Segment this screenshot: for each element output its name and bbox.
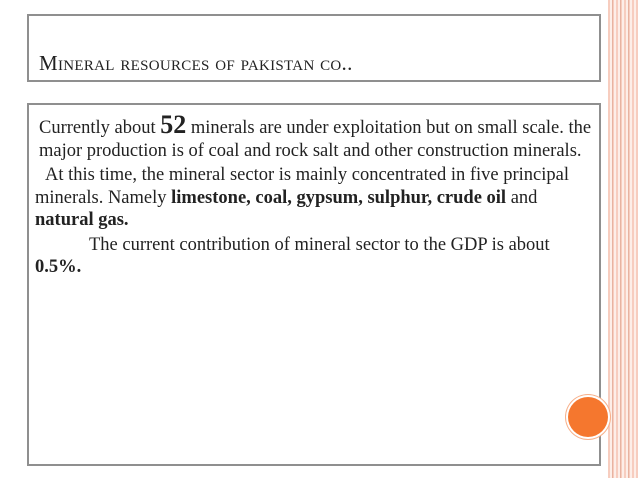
- paragraph-3-text: The current contribution of mineral sector to the GDP is about: [89, 234, 550, 255]
- content-box: [27, 103, 601, 466]
- stripe-line: [620, 0, 621, 478]
- title-box: [27, 14, 601, 82]
- slide-body: [35, 110, 595, 281]
- paragraph-2: [35, 164, 595, 232]
- decorative-stripes: [608, 0, 638, 478]
- stripe-line: [612, 0, 613, 478]
- paragraph-2-connector: and: [506, 187, 538, 208]
- paragraph-1-text: Currently about: [39, 118, 161, 138]
- principal-minerals: limestone, coal, gypsum, sulphur, crude oil: [171, 187, 507, 208]
- paragraph-1-rest: minerals are under exploitation but on small scale. the major production is of coal and rock salt and other construction minerals.: [39, 118, 592, 161]
- slide-title: Mineral resources of pakistan co..: [39, 51, 353, 75]
- paragraph-1: [35, 110, 595, 162]
- stripe-line: [628, 0, 629, 478]
- orange-circle-decoration: [568, 397, 608, 437]
- mineral-count: 52: [160, 110, 187, 139]
- natural-gas-label: natural gas.: [35, 210, 129, 230]
- paragraph-2-text: At this time, the mineral sector is mainly concentrated in five principal minerals. Namely: [35, 165, 570, 208]
- paragraph-3: [35, 234, 595, 279]
- gdp-contribution-value: 0.5%.: [35, 257, 82, 277]
